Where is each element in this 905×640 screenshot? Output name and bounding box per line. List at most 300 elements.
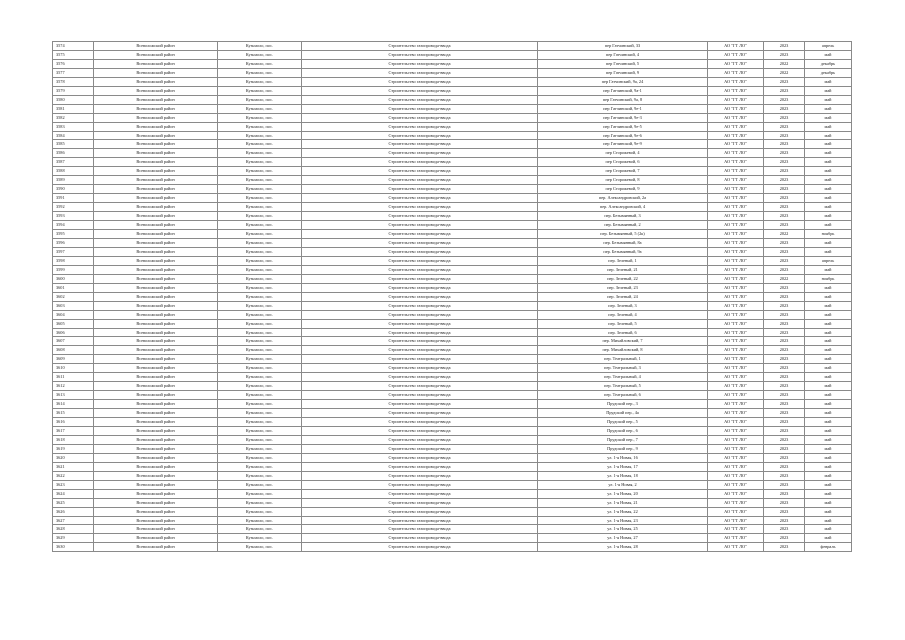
work-type-cell: Строительство газопровода-ввода xyxy=(302,328,538,337)
table-row xyxy=(53,516,852,525)
district-cell: Всеволожский район xyxy=(94,283,218,292)
month-cell: май xyxy=(805,50,852,59)
address-cell: пер. Театральный, 1 xyxy=(538,355,708,364)
address-cell: пер. Александровский, 4 xyxy=(538,203,708,212)
district-cell: Всеволожский район xyxy=(94,274,218,283)
row-number: 3615 xyxy=(53,409,94,418)
table-row xyxy=(53,409,852,418)
work-type-cell: Строительство газопровода-ввода xyxy=(302,301,538,310)
row-number: 3597 xyxy=(53,247,94,256)
row-number: 3594 xyxy=(53,221,94,230)
district-cell: Всеволожский район xyxy=(94,507,218,516)
district-cell: Всеволожский район xyxy=(94,337,218,346)
month-cell: май xyxy=(805,95,852,104)
month-cell: май xyxy=(805,373,852,382)
month-cell: май xyxy=(805,131,852,140)
month-cell: май xyxy=(805,409,852,418)
district-cell: Всеволожский район xyxy=(94,104,218,113)
locality-cell: Кузьмоло, пос. xyxy=(218,238,302,247)
table-row xyxy=(53,176,852,185)
address-cell: ул. 1-я Новая, 18 xyxy=(538,471,708,480)
work-type-cell: Строительство газопровода-ввода xyxy=(302,489,538,498)
table-row xyxy=(53,247,852,256)
year-cell: 2023 xyxy=(764,185,805,194)
month-cell: май xyxy=(805,400,852,409)
district-cell: Всеволожский район xyxy=(94,221,218,230)
work-type-cell: Строительство газопровода-ввода xyxy=(302,95,538,104)
organization-cell: АО "ГТ ЛО" xyxy=(708,203,764,212)
row-number: 3621 xyxy=(53,462,94,471)
row-number: 3625 xyxy=(53,498,94,507)
month-cell: май xyxy=(805,516,852,525)
organization-cell: АО "ГТ ЛО" xyxy=(708,265,764,274)
year-cell: 2022 xyxy=(764,230,805,239)
year-cell: 2023 xyxy=(764,373,805,382)
year-cell: 2023 xyxy=(764,50,805,59)
district-cell: Всеволожский район xyxy=(94,328,218,337)
work-type-cell: Строительство газопровода-ввода xyxy=(302,480,538,489)
address-cell: пер Гатчинский, 9е-3 xyxy=(538,113,708,122)
organization-cell: АО "ГТ ЛО" xyxy=(708,525,764,534)
organization-cell: АО "ГТ ЛО" xyxy=(708,230,764,239)
table-row xyxy=(53,426,852,435)
locality-cell: Кузьмоло, пос. xyxy=(218,203,302,212)
table-row xyxy=(53,418,852,427)
year-cell: 2023 xyxy=(764,221,805,230)
month-cell: апрель xyxy=(805,256,852,265)
table-row xyxy=(53,158,852,167)
district-cell: Всеволожский район xyxy=(94,292,218,301)
organization-cell: АО "ГТ ЛО" xyxy=(708,59,764,68)
organization-cell: АО "ГТ ЛО" xyxy=(708,382,764,391)
row-number: 3588 xyxy=(53,167,94,176)
organization-cell: АО "ГТ ЛО" xyxy=(708,400,764,409)
gas-works-table xyxy=(52,41,852,552)
work-type-cell: Строительство газопровода-ввода xyxy=(302,256,538,265)
organization-cell: АО "ГТ ЛО" xyxy=(708,337,764,346)
locality-cell: Кузьмоло, пос. xyxy=(218,346,302,355)
year-cell: 2023 xyxy=(764,337,805,346)
address-cell: Прудский пер., 4а xyxy=(538,409,708,418)
district-cell: Всеволожский район xyxy=(94,391,218,400)
table-row xyxy=(53,471,852,480)
table-row xyxy=(53,400,852,409)
work-type-cell: Строительство газопровода-ввода xyxy=(302,113,538,122)
work-type-cell: Строительство газопровода-ввода xyxy=(302,59,538,68)
row-number: 3624 xyxy=(53,489,94,498)
month-cell: май xyxy=(805,435,852,444)
district-cell: Всеволожский район xyxy=(94,230,218,239)
address-cell: Прудский пер., 3 xyxy=(538,400,708,409)
district-cell: Всеволожский район xyxy=(94,247,218,256)
work-type-cell: Строительство газопровода-ввода xyxy=(302,212,538,221)
table-row xyxy=(53,185,852,194)
row-number: 3628 xyxy=(53,525,94,534)
address-cell: пер Гатчинский, 9а, 24 xyxy=(538,77,708,86)
locality-cell: Кузьмоло, пос. xyxy=(218,391,302,400)
year-cell: 2023 xyxy=(764,364,805,373)
row-number: 3577 xyxy=(53,68,94,77)
work-type-cell: Строительство газопровода-ввода xyxy=(302,409,538,418)
locality-cell: Кузьмоло, пос. xyxy=(218,328,302,337)
organization-cell: АО "ГТ ЛО" xyxy=(708,256,764,265)
locality-cell: Кузьмоло, пос. xyxy=(218,42,302,51)
row-number: 3630 xyxy=(53,543,94,552)
table-row xyxy=(53,435,852,444)
year-cell: 2023 xyxy=(764,292,805,301)
organization-cell: АО "ГТ ЛО" xyxy=(708,409,764,418)
locality-cell: Кузьмоло, пос. xyxy=(218,480,302,489)
locality-cell: Кузьмоло, пос. xyxy=(218,489,302,498)
address-cell: пер. Зеленый, 23 xyxy=(538,283,708,292)
address-cell: ул. 1-я Новая, 23 xyxy=(538,516,708,525)
year-cell: 2023 xyxy=(764,346,805,355)
locality-cell: Кузьмоло, пос. xyxy=(218,77,302,86)
row-number: 3603 xyxy=(53,301,94,310)
district-cell: Всеволожский район xyxy=(94,444,218,453)
locality-cell: Кузьмоло, пос. xyxy=(218,435,302,444)
locality-cell: Кузьмоло, пос. xyxy=(218,265,302,274)
month-cell: май xyxy=(805,292,852,301)
address-cell: пер Гатчинский, 9е-5 xyxy=(538,122,708,131)
locality-cell: Кузьмоло, пос. xyxy=(218,194,302,203)
month-cell: май xyxy=(805,534,852,543)
address-cell: пер Гатчинский, 9е-1 xyxy=(538,104,708,113)
address-cell: пер. Безымянный, 2 xyxy=(538,221,708,230)
locality-cell: Кузьмоло, пос. xyxy=(218,212,302,221)
table-body xyxy=(53,42,852,552)
district-cell: Всеволожский район xyxy=(94,516,218,525)
locality-cell: Кузьмоло, пос. xyxy=(218,534,302,543)
table-row xyxy=(53,42,852,51)
address-cell: пер. Театральный, 4 xyxy=(538,373,708,382)
row-number: 3620 xyxy=(53,453,94,462)
table-row xyxy=(53,507,852,516)
organization-cell: АО "ГТ ЛО" xyxy=(708,42,764,51)
row-number: 3626 xyxy=(53,507,94,516)
work-type-cell: Строительство газопровода-ввода xyxy=(302,444,538,453)
row-number: 3576 xyxy=(53,59,94,68)
table-row xyxy=(53,346,852,355)
organization-cell: АО "ГТ ЛО" xyxy=(708,319,764,328)
year-cell: 2023 xyxy=(764,247,805,256)
locality-cell: Кузьмоло, пос. xyxy=(218,59,302,68)
locality-cell: Кузьмоло, пос. xyxy=(218,247,302,256)
organization-cell: АО "ГТ ЛО" xyxy=(708,149,764,158)
district-cell: Всеволожский район xyxy=(94,194,218,203)
year-cell: 2023 xyxy=(764,122,805,131)
year-cell: 2023 xyxy=(764,400,805,409)
table-row xyxy=(53,95,852,104)
month-cell: май xyxy=(805,104,852,113)
address-cell: пер Гатчинский, 33 xyxy=(538,42,708,51)
year-cell: 2023 xyxy=(764,265,805,274)
year-cell: 2023 xyxy=(764,42,805,51)
row-number: 3590 xyxy=(53,185,94,194)
work-type-cell: Строительство газопровода-ввода xyxy=(302,77,538,86)
district-cell: Всеволожский район xyxy=(94,418,218,427)
month-cell: ноябрь xyxy=(805,230,852,239)
year-cell: 2023 xyxy=(764,534,805,543)
table-row xyxy=(53,534,852,543)
row-number: 3582 xyxy=(53,113,94,122)
work-type-cell: Строительство газопровода-ввода xyxy=(302,203,538,212)
work-type-cell: Строительство газопровода-ввода xyxy=(302,149,538,158)
month-cell: май xyxy=(805,480,852,489)
year-cell: 2023 xyxy=(764,149,805,158)
locality-cell: Кузьмоло, пос. xyxy=(218,301,302,310)
organization-cell: АО "ГТ ЛО" xyxy=(708,498,764,507)
district-cell: Всеволожский район xyxy=(94,355,218,364)
row-number: 3614 xyxy=(53,400,94,409)
work-type-cell: Строительство газопровода-ввода xyxy=(302,471,538,480)
table-row xyxy=(53,104,852,113)
address-cell: пер Гатчинский, 9е-9 xyxy=(538,140,708,149)
year-cell: 2023 xyxy=(764,158,805,167)
row-number: 3609 xyxy=(53,355,94,364)
organization-cell: АО "ГТ ЛО" xyxy=(708,95,764,104)
district-cell: Всеволожский район xyxy=(94,301,218,310)
row-number: 3596 xyxy=(53,238,94,247)
year-cell: 2023 xyxy=(764,194,805,203)
address-cell: ул. 1-я Новая, 28 xyxy=(538,543,708,552)
organization-cell: АО "ГТ ЛО" xyxy=(708,176,764,185)
row-number: 3627 xyxy=(53,516,94,525)
organization-cell: АО "ГТ ЛО" xyxy=(708,104,764,113)
work-type-cell: Строительство газопровода-ввода xyxy=(302,158,538,167)
address-cell: пер Гатчинский, 9 xyxy=(538,68,708,77)
organization-cell: АО "ГТ ЛО" xyxy=(708,140,764,149)
address-cell: пер. Безымянный, 3 xyxy=(538,212,708,221)
month-cell: май xyxy=(805,167,852,176)
locality-cell: Кузьмоло, пос. xyxy=(218,507,302,516)
row-number: 3578 xyxy=(53,77,94,86)
row-number: 3613 xyxy=(53,391,94,400)
address-cell: ул. 1-я Новая, 21 xyxy=(538,498,708,507)
row-number: 3579 xyxy=(53,86,94,95)
district-cell: Всеволожский район xyxy=(94,95,218,104)
work-type-cell: Строительство газопровода-ввода xyxy=(302,194,538,203)
year-cell: 2023 xyxy=(764,86,805,95)
organization-cell: АО "ГТ ЛО" xyxy=(708,86,764,95)
table-row xyxy=(53,373,852,382)
locality-cell: Кузьмоло, пос. xyxy=(218,453,302,462)
table-row xyxy=(53,462,852,471)
district-cell: Всеволожский район xyxy=(94,310,218,319)
organization-cell: АО "ГТ ЛО" xyxy=(708,489,764,498)
table-row xyxy=(53,283,852,292)
table-row xyxy=(53,543,852,552)
address-cell: Прудский пер., 5 xyxy=(538,418,708,427)
month-cell: май xyxy=(805,283,852,292)
year-cell: 2023 xyxy=(764,435,805,444)
month-cell: декабрь xyxy=(805,59,852,68)
month-cell: апрель xyxy=(805,42,852,51)
organization-cell: АО "ГТ ЛО" xyxy=(708,77,764,86)
organization-cell: АО "ГТ ЛО" xyxy=(708,247,764,256)
row-number: 3598 xyxy=(53,256,94,265)
year-cell: 2023 xyxy=(764,462,805,471)
table-row xyxy=(53,149,852,158)
work-type-cell: Строительство газопровода-ввода xyxy=(302,176,538,185)
month-cell: май xyxy=(805,489,852,498)
address-cell: Прудский пер., 6 xyxy=(538,426,708,435)
row-number: 3605 xyxy=(53,319,94,328)
month-cell: май xyxy=(805,265,852,274)
work-type-cell: Строительство газопровода-ввода xyxy=(302,543,538,552)
locality-cell: Кузьмоло, пос. xyxy=(218,185,302,194)
organization-cell: АО "ГТ ЛО" xyxy=(708,328,764,337)
district-cell: Всеволожский район xyxy=(94,185,218,194)
address-cell: пер. Михайловский, 7 xyxy=(538,337,708,346)
table-row xyxy=(53,525,852,534)
month-cell: май xyxy=(805,158,852,167)
work-type-cell: Строительство газопровода-ввода xyxy=(302,346,538,355)
district-cell: Всеволожский район xyxy=(94,400,218,409)
locality-cell: Кузьмоло, пос. xyxy=(218,283,302,292)
district-cell: Всеволожский район xyxy=(94,50,218,59)
address-cell: ул. 1-я Новая, 16 xyxy=(538,453,708,462)
year-cell: 2023 xyxy=(764,498,805,507)
row-number: 3618 xyxy=(53,435,94,444)
address-cell: пер. Зеленый, 22 xyxy=(538,274,708,283)
row-number: 3586 xyxy=(53,149,94,158)
work-type-cell: Строительство газопровода-ввода xyxy=(302,418,538,427)
month-cell: май xyxy=(805,86,852,95)
address-cell: пер Сторожевой, 6 xyxy=(538,158,708,167)
address-cell: пер. Театральный, 5 xyxy=(538,382,708,391)
organization-cell: АО "ГТ ЛО" xyxy=(708,426,764,435)
locality-cell: Кузьмоло, пос. xyxy=(218,409,302,418)
address-cell: пер Гатчинский, 9а, 8 xyxy=(538,95,708,104)
district-cell: Всеволожский район xyxy=(94,86,218,95)
year-cell: 2023 xyxy=(764,418,805,427)
table-row xyxy=(53,319,852,328)
work-type-cell: Строительство газопровода-ввода xyxy=(302,86,538,95)
district-cell: Всеволожский район xyxy=(94,238,218,247)
work-type-cell: Строительство газопровода-ввода xyxy=(302,462,538,471)
table-row xyxy=(53,391,852,400)
row-number: 3619 xyxy=(53,444,94,453)
table-row xyxy=(53,498,852,507)
organization-cell: АО "ГТ ЛО" xyxy=(708,391,764,400)
year-cell: 2023 xyxy=(764,95,805,104)
organization-cell: АО "ГТ ЛО" xyxy=(708,212,764,221)
address-cell: ул. 1-я Новая, 25 xyxy=(538,525,708,534)
row-number: 3584 xyxy=(53,131,94,140)
work-type-cell: Строительство газопровода-ввода xyxy=(302,42,538,51)
organization-cell: АО "ГТ ЛО" xyxy=(708,373,764,382)
district-cell: Всеволожский район xyxy=(94,158,218,167)
year-cell: 2023 xyxy=(764,471,805,480)
locality-cell: Кузьмоло, пос. xyxy=(218,50,302,59)
locality-cell: Кузьмоло, пос. xyxy=(218,274,302,283)
locality-cell: Кузьмоло, пос. xyxy=(218,418,302,427)
locality-cell: Кузьмоло, пос. xyxy=(218,140,302,149)
work-type-cell: Строительство газопровода-ввода xyxy=(302,265,538,274)
year-cell: 2023 xyxy=(764,113,805,122)
year-cell: 2023 xyxy=(764,525,805,534)
row-number: 3610 xyxy=(53,364,94,373)
month-cell: май xyxy=(805,391,852,400)
organization-cell: АО "ГТ ЛО" xyxy=(708,68,764,77)
district-cell: Всеволожский район xyxy=(94,534,218,543)
locality-cell: Кузьмоло, пос. xyxy=(218,310,302,319)
row-number: 3587 xyxy=(53,158,94,167)
organization-cell: АО "ГТ ЛО" xyxy=(708,453,764,462)
district-cell: Всеволожский район xyxy=(94,149,218,158)
district-cell: Всеволожский район xyxy=(94,203,218,212)
table-row xyxy=(53,328,852,337)
locality-cell: Кузьмоло, пос. xyxy=(218,104,302,113)
locality-cell: Кузьмоло, пос. xyxy=(218,355,302,364)
table-row xyxy=(53,274,852,283)
locality-cell: Кузьмоло, пос. xyxy=(218,167,302,176)
row-number: 3574 xyxy=(53,42,94,51)
row-number: 3591 xyxy=(53,194,94,203)
district-cell: Всеволожский район xyxy=(94,113,218,122)
organization-cell: АО "ГТ ЛО" xyxy=(708,113,764,122)
table-row xyxy=(53,77,852,86)
year-cell: 2022 xyxy=(764,274,805,283)
month-cell: февраль xyxy=(805,543,852,552)
work-type-cell: Строительство газопровода-ввода xyxy=(302,534,538,543)
address-cell: пер. Зеленый, 1 xyxy=(538,256,708,265)
work-type-cell: Строительство газопровода-ввода xyxy=(302,391,538,400)
locality-cell: Кузьмоло, пос. xyxy=(218,176,302,185)
year-cell: 2023 xyxy=(764,167,805,176)
row-number: 3581 xyxy=(53,104,94,113)
organization-cell: АО "ГТ ЛО" xyxy=(708,346,764,355)
row-number: 3599 xyxy=(53,265,94,274)
row-number: 3607 xyxy=(53,337,94,346)
organization-cell: АО "ГТ ЛО" xyxy=(708,221,764,230)
district-cell: Всеволожский район xyxy=(94,256,218,265)
work-type-cell: Строительство газопровода-ввода xyxy=(302,310,538,319)
organization-cell: АО "ГТ ЛО" xyxy=(708,194,764,203)
row-number: 3601 xyxy=(53,283,94,292)
district-cell: Всеволожский район xyxy=(94,498,218,507)
organization-cell: АО "ГТ ЛО" xyxy=(708,158,764,167)
locality-cell: Кузьмоло, пос. xyxy=(218,382,302,391)
work-type-cell: Строительство газопровода-ввода xyxy=(302,283,538,292)
organization-cell: АО "ГТ ЛО" xyxy=(708,444,764,453)
address-cell: пер. Александровский, 2а xyxy=(538,194,708,203)
address-cell: пер. Зеленый, 6 xyxy=(538,328,708,337)
work-type-cell: Строительство газопровода-ввода xyxy=(302,247,538,256)
district-cell: Всеволожский район xyxy=(94,319,218,328)
district-cell: Всеволожский район xyxy=(94,68,218,77)
table-row xyxy=(53,310,852,319)
month-cell: май xyxy=(805,149,852,158)
district-cell: Всеволожский район xyxy=(94,426,218,435)
organization-cell: АО "ГТ ЛО" xyxy=(708,480,764,489)
row-number: 3595 xyxy=(53,230,94,239)
locality-cell: Кузьмоло, пос. xyxy=(218,131,302,140)
work-type-cell: Строительство газопровода-ввода xyxy=(302,50,538,59)
month-cell: май xyxy=(805,221,852,230)
table-row xyxy=(53,453,852,462)
organization-cell: АО "ГТ ЛО" xyxy=(708,301,764,310)
district-cell: Всеволожский район xyxy=(94,59,218,68)
row-number: 3623 xyxy=(53,480,94,489)
address-cell: пер Сторожевой, 8 xyxy=(538,176,708,185)
row-number: 3600 xyxy=(53,274,94,283)
year-cell: 2023 xyxy=(764,453,805,462)
work-type-cell: Строительство газопровода-ввода xyxy=(302,382,538,391)
table-row xyxy=(53,444,852,453)
month-cell: ноябрь xyxy=(805,274,852,283)
